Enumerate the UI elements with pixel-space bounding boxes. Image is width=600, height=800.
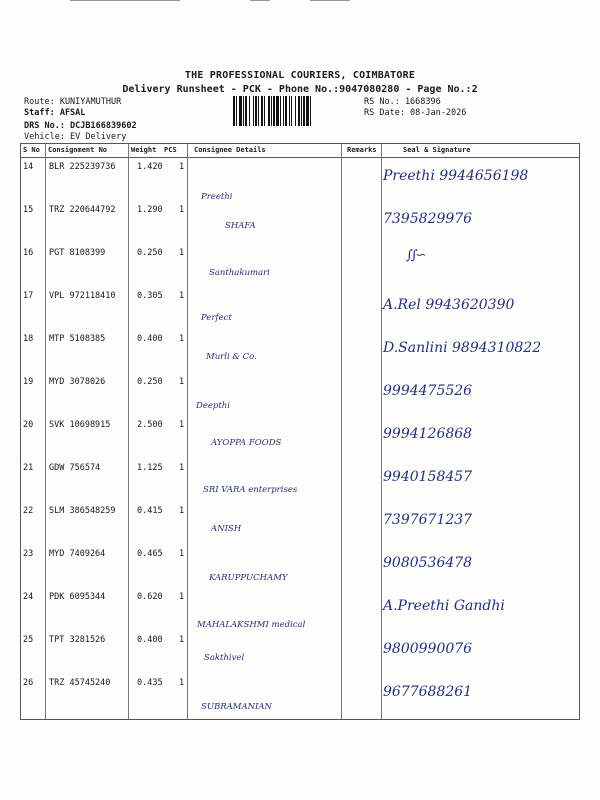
- row-sno: 15: [23, 205, 34, 215]
- row-weight: 1.420: [137, 162, 163, 172]
- row-signature: A.Preethi Gandhi: [383, 598, 505, 614]
- rs-date: RS Date: 08-Jan-2026: [364, 108, 467, 118]
- table-row: [21, 158, 579, 202]
- table-row: [21, 416, 579, 457]
- barcode-bar: [273, 96, 275, 126]
- row-weight: 0.465: [137, 549, 163, 559]
- barcode-bar: [298, 96, 300, 126]
- row-sno: 16: [23, 248, 34, 258]
- row-consignment: MYD 3078026: [49, 377, 106, 387]
- table-header: [21, 144, 579, 158]
- barcode-bar: [306, 96, 309, 126]
- vehicle-label: Vehicle: EV Delivery: [24, 132, 127, 142]
- barcode-bar: [280, 96, 281, 126]
- table-row: [21, 545, 579, 586]
- drs-label: DRS No.: DCJB166839602: [24, 121, 137, 131]
- row-sno: 19: [23, 377, 34, 387]
- row-pcs: 1: [179, 678, 185, 688]
- row-pcs: 1: [179, 506, 185, 516]
- row-consignee-handwritten: Santhakumari: [209, 268, 270, 278]
- row-sno: 21: [23, 463, 34, 473]
- row-pcs: 1: [179, 334, 185, 344]
- row-signature: 9940158457: [383, 469, 473, 485]
- table-row: [21, 588, 579, 629]
- row-consignment: MTP 5108385: [49, 334, 106, 344]
- row-consignment: SLM 386548259: [49, 506, 116, 516]
- table-row: [21, 201, 579, 242]
- row-consignee-handwritten: KARUPPUCHAMY: [209, 573, 288, 583]
- row-pcs: 1: [179, 549, 185, 559]
- row-weight: 0.250: [137, 248, 163, 258]
- barcode-bar: [253, 96, 254, 126]
- row-sno: 14: [23, 162, 34, 172]
- barcode-bar: [268, 96, 270, 126]
- row-consignee-handwritten: AYOPPA FOODS: [211, 438, 282, 448]
- row-consignee-handwritten: SRI VARA enterprises: [203, 485, 298, 495]
- row-signature: 7397671237: [383, 512, 473, 528]
- barcode-bar: [301, 96, 302, 126]
- table-row: [21, 674, 579, 715]
- row-weight: 1.125: [137, 463, 163, 473]
- barcode-bar: [245, 96, 247, 126]
- scan-mark: [310, 0, 350, 1]
- row-consignee-handwritten: ANISH: [211, 524, 242, 534]
- col-consignee: Consignee Details: [194, 146, 266, 154]
- table-row: [21, 502, 579, 543]
- col-consignment: Consignment No: [48, 146, 108, 154]
- row-consignee-handwritten: MAHALAKSHMI medical: [197, 620, 306, 630]
- row-weight: 0.250: [137, 377, 163, 387]
- row-sno: 17: [23, 291, 34, 301]
- rs-number: RS No.: 1668396: [364, 97, 441, 107]
- row-consignment: PDK 6095344: [49, 592, 106, 602]
- row-signature: 9677688261: [383, 684, 473, 700]
- col-remarks: Remarks: [347, 146, 377, 154]
- row-weight: 0.305: [137, 291, 163, 301]
- barcode-bar: [303, 96, 305, 126]
- row-consignment: PGT 8108399: [49, 248, 106, 258]
- barcode-bar: [285, 96, 287, 126]
- row-consignment: BLR 225239736: [49, 162, 116, 172]
- row-consignee-handwritten: Deepthi: [196, 401, 230, 411]
- barcode-bar: [239, 96, 242, 126]
- row-consignee-handwritten: Sakthivel: [204, 653, 245, 663]
- row-consignment: GDW 756574: [49, 463, 101, 473]
- barcode-bar: [310, 96, 311, 126]
- company-title: THE PROFESSIONAL COURIERS, COIMBATORE: [184, 70, 416, 81]
- col-pcs: PCS: [164, 146, 177, 154]
- row-signature: 7395829976: [383, 211, 473, 227]
- row-weight: 1.290: [137, 205, 163, 215]
- staff-label: Staff: AFSAL: [24, 108, 86, 118]
- row-weight: 0.400: [137, 334, 163, 344]
- barcode-bar: [236, 96, 237, 126]
- row-consignee-handwritten: Murli & Co.: [206, 352, 257, 362]
- row-pcs: 1: [179, 592, 185, 602]
- row-pcs: 1: [179, 248, 185, 258]
- barcode-bar: [283, 96, 284, 126]
- barcode-bar: [249, 96, 250, 126]
- barcode-bar: [255, 96, 257, 126]
- table-row: [21, 287, 579, 328]
- row-weight: 0.620: [137, 592, 163, 602]
- row-signature: 9994126868: [383, 426, 473, 442]
- signature-scribble-icon: ∫∫∽: [406, 248, 425, 263]
- runsheet-table: [20, 143, 580, 720]
- row-weight: 0.435: [137, 678, 163, 688]
- barcode-bar: [264, 96, 265, 126]
- col-seal: Seal & Signature: [403, 146, 471, 154]
- row-consignment: TRZ 220644792: [49, 205, 116, 215]
- col-sno: S No: [23, 146, 40, 154]
- row-consignee-handwritten: Perfect: [201, 313, 232, 323]
- row-sno: 24: [23, 592, 34, 602]
- row-signature: D.Sanlini 9894310822: [383, 340, 542, 356]
- row-pcs: 1: [179, 420, 185, 430]
- barcode-bar: [243, 96, 244, 126]
- barcode-bar: [233, 96, 235, 126]
- table-row: [21, 373, 579, 414]
- scan-mark: [70, 0, 180, 1]
- col-weight: Weight: [131, 146, 157, 154]
- barcode-bar: [258, 96, 259, 126]
- row-sno: 18: [23, 334, 34, 344]
- row-consignee-handwritten: Preethi: [201, 192, 233, 202]
- row-pcs: 1: [179, 205, 185, 215]
- row-consignment: VPL 972118410: [49, 291, 116, 301]
- row-consignment: TPT 3281526: [49, 635, 106, 645]
- barcode-bar: [276, 96, 279, 126]
- table-row: [21, 330, 579, 371]
- row-pcs: 1: [179, 377, 185, 387]
- row-consignee-handwritten: SHAFA: [225, 221, 256, 231]
- row-pcs: 1: [179, 291, 185, 301]
- row-consignee-handwritten: SUBRAMANIAN: [201, 702, 272, 712]
- row-sno: 26: [23, 678, 34, 688]
- row-sno: 23: [23, 549, 34, 559]
- row-sno: 20: [23, 420, 34, 430]
- row-sno: 22: [23, 506, 34, 516]
- row-weight: 2.500: [137, 420, 163, 430]
- row-signature: 9800990076: [383, 641, 473, 657]
- barcode-bar: [271, 96, 272, 126]
- row-signature: A.Rel 9943620390: [383, 297, 515, 313]
- row-weight: 0.400: [137, 635, 163, 645]
- barcode: [233, 96, 361, 126]
- table-row: [21, 459, 579, 500]
- row-sno: 25: [23, 635, 34, 645]
- row-weight: 0.415: [137, 506, 163, 516]
- row-pcs: 1: [179, 162, 185, 172]
- barcode-bar: [295, 96, 296, 126]
- row-pcs: 1: [179, 635, 185, 645]
- route-label: Route: KUNIYAMUTHUR: [24, 97, 122, 107]
- barcode-bar: [289, 96, 290, 126]
- runsheet-subtitle: Delivery Runsheet - PCK - Phone No.:9047080280 - Page No.:2: [122, 84, 478, 95]
- row-signature: 9994475526: [383, 383, 473, 399]
- table-row: [21, 631, 579, 672]
- row-pcs: 1: [179, 463, 185, 473]
- barcode-bar: [261, 96, 263, 126]
- row-consignment: SVK 10698915: [49, 420, 111, 430]
- row-signature: Preethi 9944656198: [383, 168, 529, 184]
- row-signature: 9080536478: [383, 555, 473, 571]
- row-consignment: TRZ 45745240: [49, 678, 111, 688]
- barcode-bar: [291, 96, 292, 126]
- table-row: [21, 244, 579, 285]
- scan-mark: [250, 0, 270, 1]
- row-consignment: MYD 7409264: [49, 549, 106, 559]
